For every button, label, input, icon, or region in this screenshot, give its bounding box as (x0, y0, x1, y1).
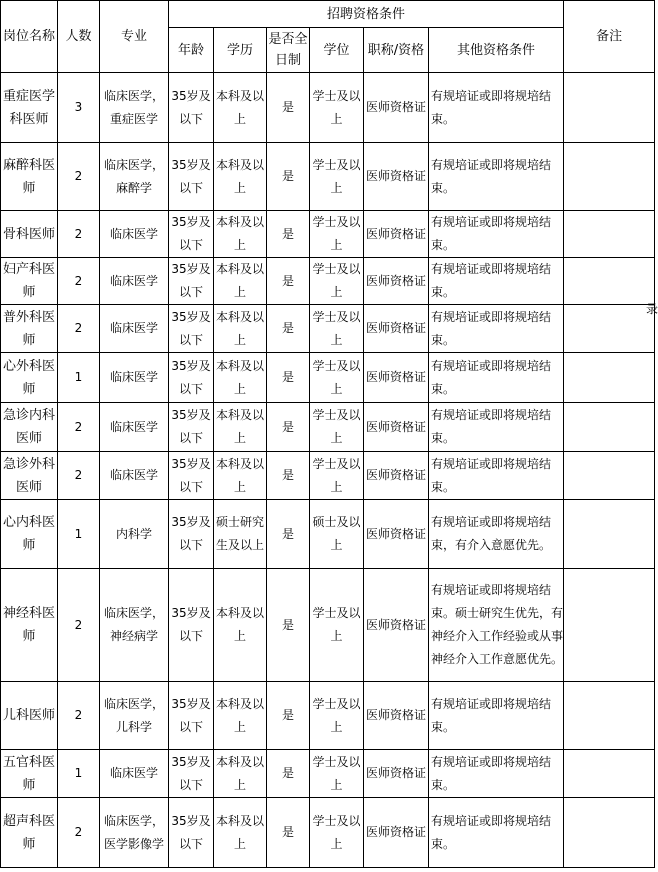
cell-fulltime: 是 (267, 798, 310, 868)
cell-count: 2 (58, 798, 100, 868)
cell-age: 35岁及以下 (169, 682, 214, 750)
cell-education: 本科及以上 (214, 403, 267, 452)
cell-other: 有规培证或即将规培结束。 (429, 798, 564, 868)
cell-education: 本科及以上 (214, 353, 267, 403)
header-title-qual: 职称/资格 (364, 28, 429, 73)
cell-fulltime: 是 (267, 682, 310, 750)
table-row (1, 798, 655, 868)
cell-title-qual: 医师资格证 (364, 452, 429, 500)
table-row (1, 305, 655, 353)
cell-major: 临床医学 (100, 750, 169, 798)
cell-age: 35岁及以下 (169, 798, 214, 868)
cell-title-qual: 医师资格证 (364, 353, 429, 403)
cell-age: 35岁及以下 (169, 569, 214, 682)
cell-title-qual: 医师资格证 (364, 143, 429, 211)
cell-fulltime: 是 (267, 305, 310, 353)
cell-degree: 学士及以上 (310, 403, 364, 452)
header-conditions: 招聘资格条件 (169, 1, 564, 28)
cell-other: 有规培证或即将规培结束。硕士研究生优先，有神经介入工作经验或从事神经介入工作意愿优先。 (429, 569, 564, 682)
cell-position: 心外科医师 (1, 353, 58, 403)
cell-education: 本科及以上 (214, 211, 267, 258)
cell-other: 有规培证或即将规培结束。 (429, 750, 564, 798)
cell-education: 本科及以上 (214, 682, 267, 750)
table-row (1, 452, 655, 500)
header-note: 备注 (564, 1, 655, 73)
cell-other: 有规培证或即将规培结束。 (429, 143, 564, 211)
cell-title-qual: 医师资格证 (364, 211, 429, 258)
cell-note (564, 452, 655, 500)
cell-title-qual: 医师资格证 (364, 798, 429, 868)
cropped-edge-text: 录 (646, 302, 658, 316)
cell-title-qual: 医师资格证 (364, 73, 429, 143)
cell-title-qual: 医师资格证 (364, 500, 429, 569)
cell-count: 3 (58, 73, 100, 143)
cell-count: 2 (58, 143, 100, 211)
cell-major: 临床医学，重症医学 (100, 73, 169, 143)
cell-note (564, 258, 655, 305)
table-row (1, 569, 655, 682)
cell-position: 妇产科医师 (1, 258, 58, 305)
cell-major: 临床医学，神经病学 (100, 569, 169, 682)
cell-fulltime: 是 (267, 353, 310, 403)
cell-degree: 学士及以上 (310, 305, 364, 353)
cell-fulltime: 是 (267, 143, 310, 211)
cell-other: 有规培证或即将规培结束。 (429, 452, 564, 500)
cell-major: 临床医学 (100, 211, 169, 258)
cell-note (564, 569, 655, 682)
cell-position: 急诊内科医师 (1, 403, 58, 452)
cell-other: 有规培证或即将规培结束，有介入意愿优先。 (429, 500, 564, 569)
cell-fulltime: 是 (267, 452, 310, 500)
cell-major: 临床医学 (100, 452, 169, 500)
cell-count: 1 (58, 353, 100, 403)
cell-fulltime: 是 (267, 403, 310, 452)
cell-position: 骨科医师 (1, 211, 58, 258)
cell-degree: 学士及以上 (310, 682, 364, 750)
cell-other: 有规培证或即将规培结束。 (429, 258, 564, 305)
cell-other: 有规培证或即将规培结束。 (429, 305, 564, 353)
cell-title-qual: 医师资格证 (364, 403, 429, 452)
cell-fulltime: 是 (267, 258, 310, 305)
cell-age: 35岁及以下 (169, 500, 214, 569)
cell-count: 2 (58, 403, 100, 452)
header-fulltime: 是否全日制 (267, 28, 310, 73)
cell-note (564, 750, 655, 798)
table-row (1, 750, 655, 798)
cell-position: 心内科医师 (1, 500, 58, 569)
cell-note (564, 143, 655, 211)
cell-degree: 学士及以上 (310, 452, 364, 500)
cell-fulltime: 是 (267, 750, 310, 798)
cell-degree: 硕士及以上 (310, 500, 364, 569)
cell-title-qual: 医师资格证 (364, 750, 429, 798)
cell-title-qual: 医师资格证 (364, 258, 429, 305)
cell-degree: 学士及以上 (310, 750, 364, 798)
cell-note (564, 682, 655, 750)
cell-position: 五官科医师 (1, 750, 58, 798)
cell-other: 有规培证或即将规培结束。 (429, 211, 564, 258)
cell-education: 本科及以上 (214, 305, 267, 353)
cell-note (564, 305, 655, 353)
cell-count: 2 (58, 258, 100, 305)
cell-position: 急诊外科医师 (1, 452, 58, 500)
cell-major: 临床医学，麻醉学 (100, 143, 169, 211)
cell-age: 35岁及以下 (169, 353, 214, 403)
cell-fulltime: 是 (267, 211, 310, 258)
cell-note (564, 500, 655, 569)
cell-degree: 学士及以上 (310, 798, 364, 868)
cell-other: 有规培证或即将规培结束。 (429, 682, 564, 750)
cell-age: 35岁及以下 (169, 258, 214, 305)
cell-fulltime: 是 (267, 500, 310, 569)
cell-age: 35岁及以下 (169, 452, 214, 500)
cell-title-qual: 医师资格证 (364, 305, 429, 353)
cell-count: 2 (58, 682, 100, 750)
header-count: 人数 (58, 1, 100, 73)
cell-education: 本科及以上 (214, 258, 267, 305)
cell-degree: 学士及以上 (310, 353, 364, 403)
cell-count: 2 (58, 569, 100, 682)
cell-position: 普外科医师 (1, 305, 58, 353)
table-row (1, 682, 655, 750)
cell-age: 35岁及以下 (169, 305, 214, 353)
cell-count: 2 (58, 211, 100, 258)
cell-other: 有规培证或即将规培结束。 (429, 403, 564, 452)
cell-position: 儿科医师 (1, 682, 58, 750)
table-row (1, 403, 655, 452)
cell-education: 本科及以上 (214, 569, 267, 682)
cell-age: 35岁及以下 (169, 403, 214, 452)
cell-position: 神经科医师 (1, 569, 58, 682)
cell-age: 35岁及以下 (169, 750, 214, 798)
cell-major: 临床医学 (100, 353, 169, 403)
cell-age: 35岁及以下 (169, 143, 214, 211)
cell-count: 1 (58, 500, 100, 569)
cell-note (564, 798, 655, 868)
cell-age: 35岁及以下 (169, 211, 214, 258)
header-degree: 学位 (310, 28, 364, 73)
cell-title-qual: 医师资格证 (364, 569, 429, 682)
table-row (1, 73, 655, 143)
cell-education: 本科及以上 (214, 143, 267, 211)
table-row (1, 500, 655, 569)
cell-fulltime: 是 (267, 569, 310, 682)
table-row (1, 258, 655, 305)
cell-degree: 学士及以上 (310, 211, 364, 258)
cell-count: 2 (58, 305, 100, 353)
cell-note (564, 353, 655, 403)
cell-degree: 学士及以上 (310, 73, 364, 143)
cell-major: 临床医学，儿科学 (100, 682, 169, 750)
header-age: 年龄 (169, 28, 214, 73)
table-row (1, 353, 655, 403)
cell-other: 有规培证或即将规培结束。 (429, 353, 564, 403)
cell-count: 1 (58, 750, 100, 798)
cell-position: 麻醉科医师 (1, 143, 58, 211)
cell-degree: 学士及以上 (310, 569, 364, 682)
cell-position: 超声科医师 (1, 798, 58, 868)
cell-education: 本科及以上 (214, 750, 267, 798)
cell-age: 35岁及以下 (169, 73, 214, 143)
cell-major: 内科学 (100, 500, 169, 569)
cell-note (564, 403, 655, 452)
cell-degree: 学士及以上 (310, 258, 364, 305)
header-major: 专业 (100, 1, 169, 73)
cell-note (564, 73, 655, 143)
header-position: 岗位名称 (1, 1, 58, 73)
cell-title-qual: 医师资格证 (364, 682, 429, 750)
cell-education: 硕士研究生及以上 (214, 500, 267, 569)
header-education: 学历 (214, 28, 267, 73)
cell-education: 本科及以上 (214, 452, 267, 500)
header-other: 其他资格条件 (429, 28, 564, 73)
cell-education: 本科及以上 (214, 73, 267, 143)
cell-major: 临床医学 (100, 403, 169, 452)
cell-degree: 学士及以上 (310, 143, 364, 211)
cell-major: 临床医学 (100, 305, 169, 353)
cell-count: 2 (58, 452, 100, 500)
cell-education: 本科及以上 (214, 798, 267, 868)
table-row (1, 211, 655, 258)
table-row (1, 143, 655, 211)
cell-note (564, 211, 655, 258)
cell-other: 有规培证或即将规培结束。 (429, 73, 564, 143)
cell-fulltime: 是 (267, 73, 310, 143)
cell-major: 临床医学，医学影像学 (100, 798, 169, 868)
cell-position: 重症医学科医师 (1, 73, 58, 143)
cell-major: 临床医学 (100, 258, 169, 305)
